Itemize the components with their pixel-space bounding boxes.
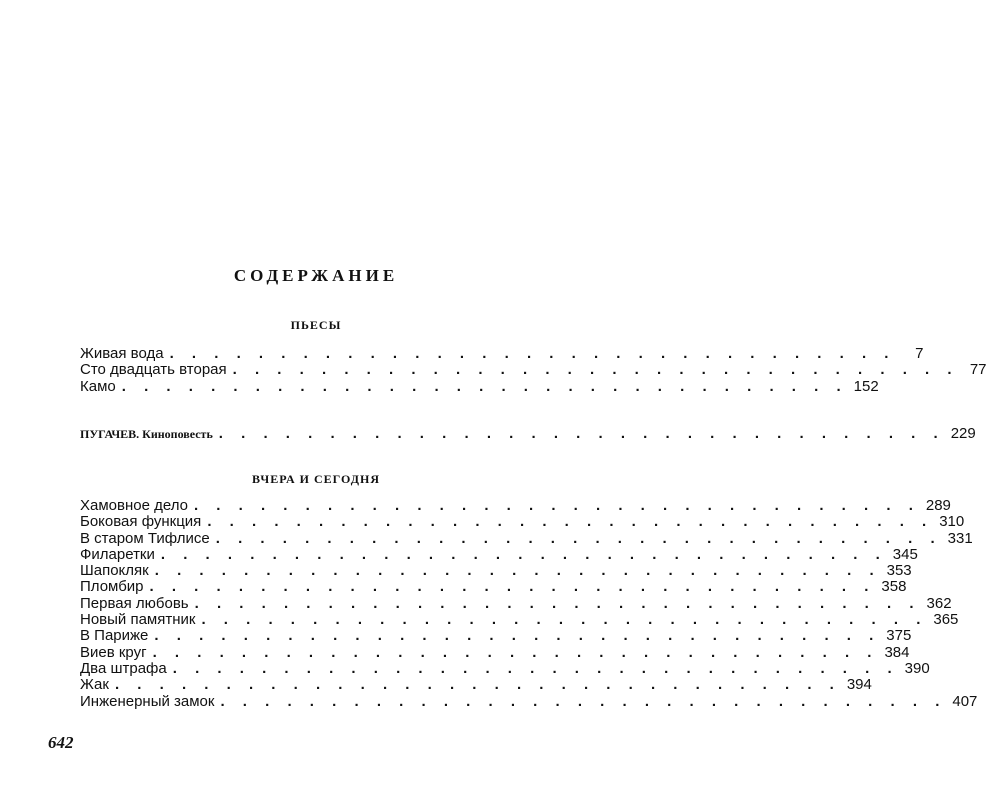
toc-entry-title: Инженерный замок bbox=[80, 692, 215, 710]
toc-entry-title: Первая любовь bbox=[80, 594, 189, 612]
toc-entry-page: 384 bbox=[884, 643, 910, 661]
toc-entry-page: 358 bbox=[881, 578, 907, 596]
toc-entry-title: Филаретки bbox=[80, 545, 155, 563]
toc-entry-title: Жак bbox=[80, 676, 109, 694]
toc-leader-dots: . . . . . . . . . . . . . . . . . . . . . . . . . . . . . . . . . bbox=[172, 659, 899, 677]
toc-leader-dots: . . . . . . . . . . . . . . . . . . . . . . . . . . . . . . . . . bbox=[232, 361, 959, 379]
toc-leader-dots: . . . . . . . . . . . . . . . . . . . . . . . . . . . . . . . . . bbox=[201, 611, 928, 629]
toc-entry[interactable] bbox=[80, 361, 987, 379]
toc-leader-dots: . . . . . . . . . . . . . . . . . . . . . . . . . . . . . . . . . bbox=[152, 643, 879, 661]
toc-entry[interactable] bbox=[80, 643, 910, 661]
toc-leader-dots: . . . . . . . . . . . . . . . . . . . . . . . . . . . . . . . . . bbox=[220, 692, 947, 710]
section-heading-yesterday-today: ВЧЕРА И СЕГОДНЯ bbox=[251, 472, 380, 486]
toc-entry-title: В старом Тифлисе bbox=[80, 529, 210, 547]
toc-leader-dots: . . . . . . . . . . . . . . . . . . . . . . . . . . . . . . . . . bbox=[218, 425, 945, 442]
toc-entry[interactable] bbox=[80, 425, 976, 442]
toc-leader-dots: . . . . . . . . . . . . . . . . . . . . . . . . . . . . . . . . . bbox=[169, 345, 896, 362]
toc-entry-page: 394 bbox=[846, 676, 872, 694]
toc-leader-dots: . . . . . . . . . . . . . . . . . . . . . . . . . . . . . . . . . bbox=[149, 578, 876, 596]
toc-entry-title: Живая вода bbox=[80, 345, 164, 362]
toc-entry[interactable] bbox=[80, 578, 907, 596]
toc-entry[interactable] bbox=[80, 345, 924, 362]
toc-entry-title: Новый памятник bbox=[80, 611, 196, 629]
toc-entry-page: 7 bbox=[915, 345, 924, 362]
toc-list-plays bbox=[80, 345, 987, 395]
toc-entry-title: Пломбир bbox=[80, 578, 144, 596]
toc-leader-dots: . . . . . . . . . . . . . . . . . . . . . . . . . . . . . . . . . bbox=[121, 377, 848, 395]
toc-entry[interactable] bbox=[80, 377, 879, 395]
toc-entry-title: Виев круг bbox=[80, 643, 147, 661]
toc-entry-title: Камо bbox=[80, 377, 116, 395]
toc-leader-dots: . . . . . . . . . . . . . . . . . . . . . . . . . . . . . . . . . bbox=[154, 562, 881, 580]
toc-entry[interactable] bbox=[80, 529, 973, 547]
toc-entry-page: 365 bbox=[933, 611, 959, 629]
toc-entry-title: Два штрафа bbox=[80, 659, 167, 677]
toc-entry[interactable] bbox=[80, 692, 978, 710]
toc-entry-page: 375 bbox=[886, 627, 912, 645]
toc-entry-title: Шапокляк bbox=[80, 562, 149, 580]
toc-entry-page: 345 bbox=[892, 545, 918, 563]
toc-entry-title: Сто двадцать вторая bbox=[80, 361, 227, 379]
toc-list-pugachev bbox=[80, 425, 976, 442]
toc-entry[interactable] bbox=[80, 562, 912, 580]
page-title: СОДЕРЖАНИЕ bbox=[233, 266, 399, 285]
toc-entry-page: 152 bbox=[853, 377, 879, 395]
toc-leader-dots: . . . . . . . . . . . . . . . . . . . . . . . . . . . . . . . . . bbox=[215, 529, 942, 547]
toc-entry[interactable] bbox=[80, 594, 952, 612]
toc-entry-page: 362 bbox=[926, 594, 952, 612]
toc-entry-page: 77 bbox=[969, 361, 987, 379]
toc-entry-page: 289 bbox=[925, 497, 951, 514]
toc-entry[interactable] bbox=[80, 627, 912, 645]
toc-entry-title: Боковая функция bbox=[80, 513, 202, 531]
toc-entry-title: ПУГАЧЕВ. Киноповесть bbox=[80, 427, 213, 441]
toc-entry-page: 390 bbox=[904, 659, 930, 677]
toc-entry-page: 229 bbox=[950, 425, 976, 442]
toc-entry-title: Хамовное дело bbox=[80, 497, 188, 514]
toc-entry[interactable] bbox=[80, 611, 959, 629]
toc-entry-page: 353 bbox=[886, 562, 912, 580]
toc-leader-dots: . . . . . . . . . . . . . . . . . . . . . . . . . . . . . . . . . bbox=[114, 676, 841, 694]
section-heading-plays: ПЬЕСЫ bbox=[290, 318, 342, 332]
toc-leader-dots: . . . . . . . . . . . . . . . . . . . . . . . . . . . . . . . . . bbox=[193, 497, 920, 514]
toc-entry-page: 331 bbox=[947, 529, 973, 547]
toc-entry[interactable] bbox=[80, 497, 951, 514]
toc-entry[interactable] bbox=[80, 659, 930, 677]
toc-list-yesterday-today bbox=[80, 497, 978, 710]
toc-entry-page: 310 bbox=[939, 513, 965, 531]
toc-leader-dots: . . . . . . . . . . . . . . . . . . . . . . . . . . . . . . . . . bbox=[207, 513, 934, 531]
toc-leader-dots: . . . . . . . . . . . . . . . . . . . . . . . . . . . . . . . . . bbox=[160, 545, 887, 563]
toc-entry[interactable] bbox=[80, 545, 918, 563]
toc-entry-page: 407 bbox=[952, 692, 978, 710]
toc-leader-dots: . . . . . . . . . . . . . . . . . . . . . . . . . . . . . . . . . bbox=[154, 627, 881, 645]
toc-entry-title: В Париже bbox=[80, 627, 149, 645]
toc-entry[interactable] bbox=[80, 676, 872, 694]
page-number: 642 bbox=[48, 733, 74, 752]
toc-entry[interactable] bbox=[80, 513, 965, 531]
toc-leader-dots: . . . . . . . . . . . . . . . . . . . . . . . . . . . . . . . . . bbox=[194, 594, 921, 612]
